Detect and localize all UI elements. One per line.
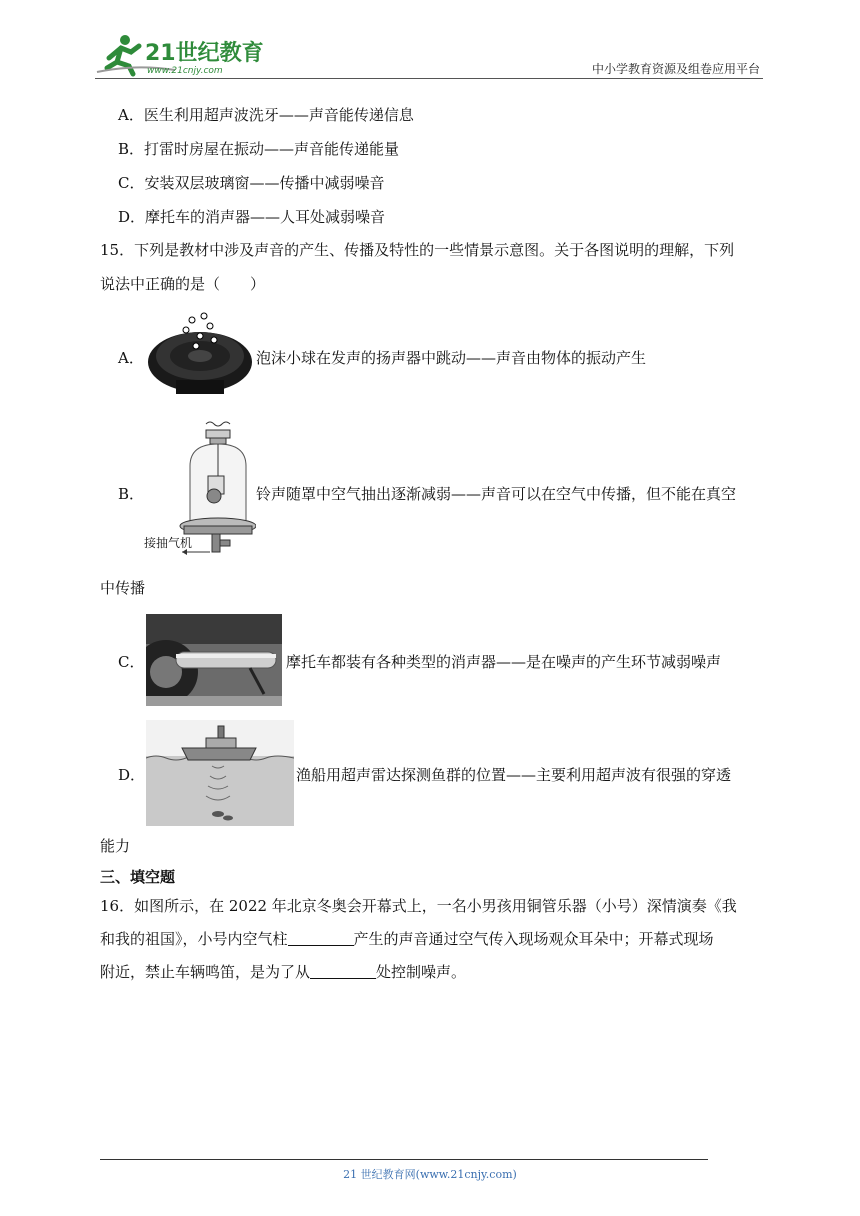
section-title-fill-blank: 三、填空题 (100, 868, 176, 886)
q15-stem-line1: 15．下列是教材中涉及声音的产生、传播及特性的一些情景示意图。关于各图说明的理解，下列 (100, 241, 735, 259)
q16-line2 (100, 929, 714, 949)
q15-option-d-label: D． (118, 766, 146, 784)
q15-option-b-continued: 中传播 (100, 579, 146, 597)
q15-option-a-text: 泡沫小球在发声的扬声器中跳动——声音由物体的振动产生 (256, 349, 647, 367)
q14-option-d: D．摩托车的消声器——人耳处减弱噪音 (118, 208, 386, 226)
q14-option-b: B．打雷时房屋在振动——声音能传递能量 (118, 140, 400, 158)
header-divider (95, 78, 763, 79)
svg-text:21世纪教育: 21世纪教育 (145, 41, 264, 66)
q15-option-c-text: 摩托车都装有各种类型的消声器——是在噪声的产生环节减弱噪声 (286, 653, 722, 671)
q15-option-c-label: C． (118, 653, 145, 671)
q15-option-d-continued: 能力 (100, 837, 131, 855)
svg-text:www.21cnjy.com: www.21cnjy.com (147, 66, 223, 76)
site-logo (95, 28, 265, 78)
q16-line1: 16．如图所示，在 2022 年北京冬奥会开幕式上，一名小男孩用铜管乐器（小号）深情演奏《我 (100, 897, 737, 915)
q16-line3-end: 处控制噪声。 (376, 963, 467, 981)
bell-jar-image (140, 418, 256, 558)
q16-blank-2[interactable] (310, 964, 376, 979)
muffler-image (146, 614, 282, 706)
q16-line3-start: 附近，禁止车辆鸣笛，是为了从 (100, 963, 311, 981)
sonar-fishing-boat-image (146, 720, 294, 826)
q15-option-b-text: 铃声随罩中空气抽出逐渐减弱——声音可以在空气中传播，但不能在真空 (256, 485, 737, 503)
q16-line2-start: 和我的祖国》，小号内空气柱 (100, 930, 288, 948)
q15-stem-line2: 说法中正确的是（ ） (100, 275, 266, 293)
q15-option-b-label: B． (118, 485, 145, 503)
q15-option-a-label: A． (118, 349, 144, 367)
speaker-image (146, 310, 254, 396)
platform-name: 中小学教育资源及组卷应用平台 (591, 62, 760, 76)
q14-option-c: C．安装双层玻璃窗——传播中减弱噪音 (118, 174, 385, 192)
footer-text[interactable]: 21 世纪教育网(www.21cnjy.com) (343, 1168, 517, 1181)
q16-line2-end: 产生的声音通过空气传入现场观众耳朵中；开幕式现场 (353, 930, 714, 948)
vacuum-pump-caption: 接抽气机 (144, 536, 193, 550)
q15-option-d-text: 渔船用超声雷达探测鱼群的位置——主要利用超声波有很强的穿透 (296, 766, 732, 784)
q14-option-a: A．医生利用超声波洗牙——声音能传递信息 (118, 106, 414, 124)
q16-line3 (100, 962, 466, 982)
q16-blank-1[interactable] (288, 931, 354, 946)
footer-divider (100, 1159, 708, 1160)
